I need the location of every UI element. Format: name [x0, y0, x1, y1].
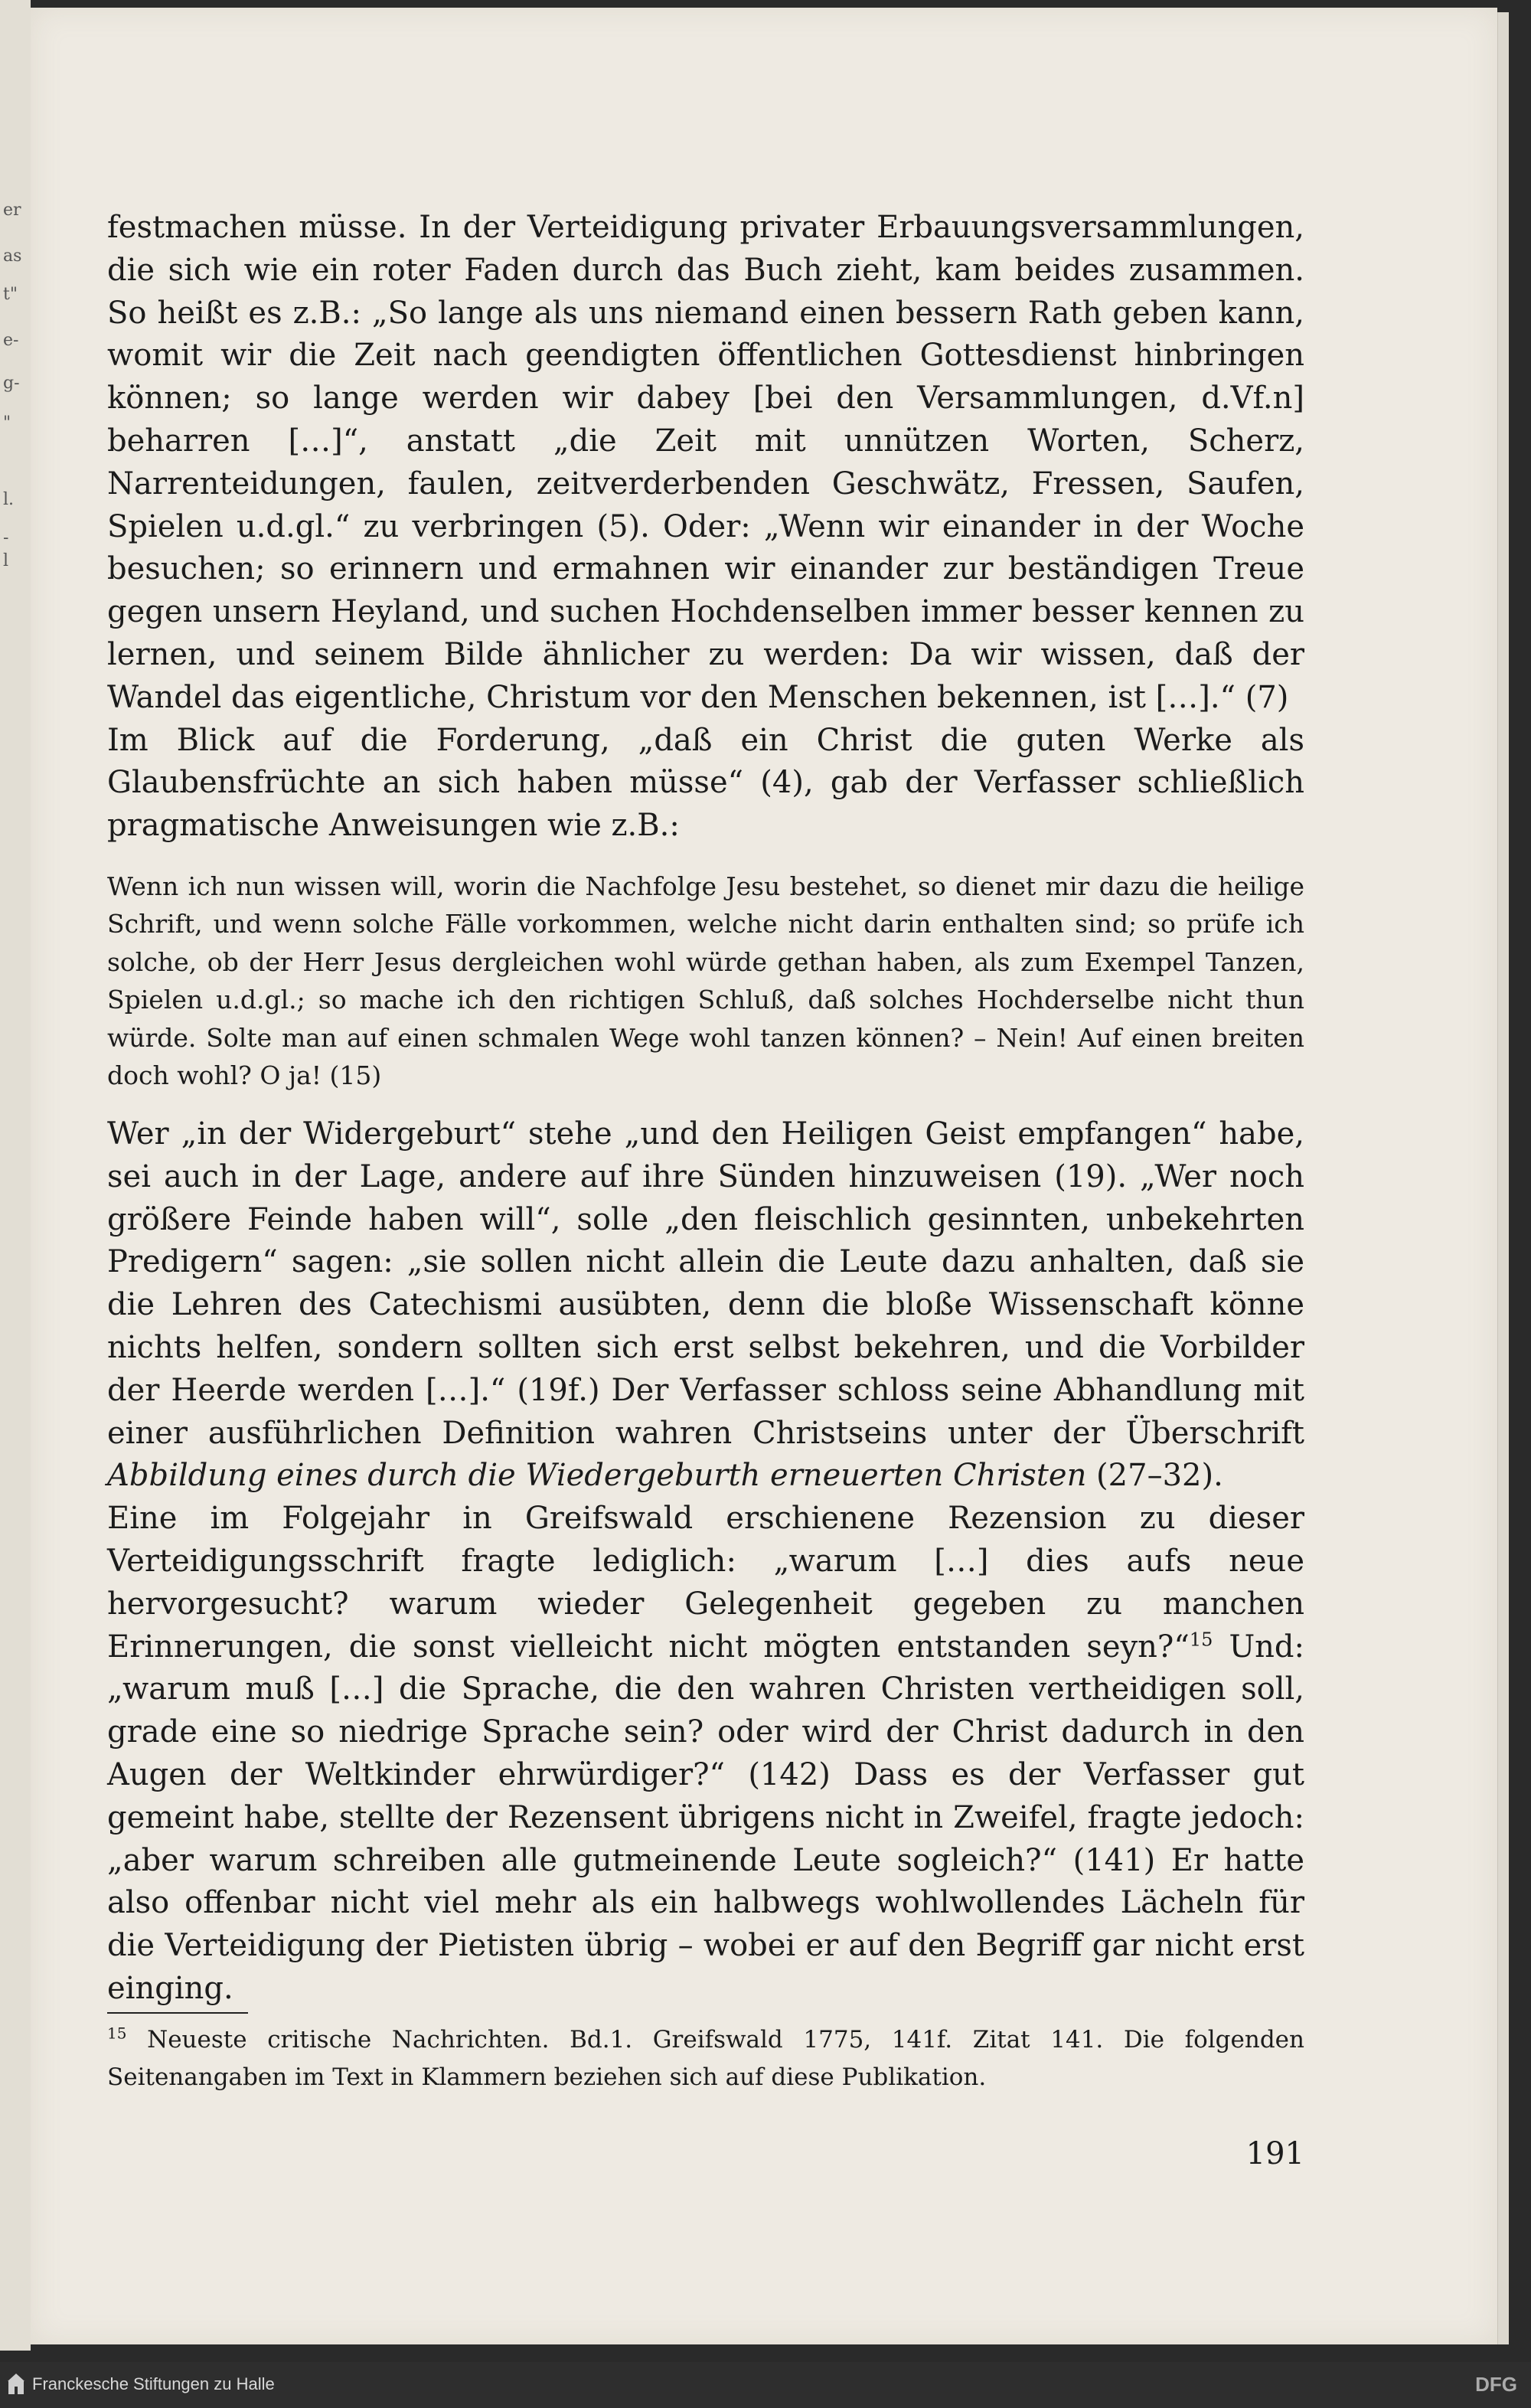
page-edge [1497, 12, 1509, 2344]
franckesche-stiftungen-logo-icon [6, 2373, 26, 2396]
footnote-divider [107, 2012, 248, 2014]
margin-fragment: - [3, 528, 9, 547]
paragraph-4 [107, 1498, 1304, 2011]
paragraph-3-end: (27–32). [1086, 1458, 1223, 1494]
body-text [107, 207, 1304, 2011]
archive-name: Franckesche Stiftungen zu Halle [32, 2374, 275, 2393]
archive-footer-bar [0, 2362, 1531, 2408]
margin-fragment: l. [3, 490, 15, 509]
block-quote [107, 867, 1304, 1095]
margin-fragment: g- [3, 374, 20, 393]
margin-fragment: " [3, 413, 11, 433]
previous-page-edge [0, 0, 31, 2351]
margin-fragment: t" [3, 285, 18, 304]
dfg-logo-icon: DFG [1475, 2373, 1517, 2396]
margin-fragment: er [3, 201, 21, 220]
paragraph-1: festmachen müsse. In der Verteidigung privater Erbauungsversammlungen, die sich wie ein roter Faden durch das Buch zieht, kam beides zusammen. So heißt es z.B.: „So lange als uns niemand einen bessern Rath geben kann, womit wir die Zeit nach geendigten öffentlichen Gottesdienst hinbringen können; so lange werden wir dabey [bei den Versammlungen, d.Vf.n] beharren […]“, anstatt „die Zeit mit unnützen Worten, Scherz, Narrenteidungen, faulen, zeitverderbenden Geschwätz, Fressen, Saufen, Spielen u.d.gl.“ zu verbringen (5). Oder: „Wenn wir einander in der Woche besuchen; so erinnern und ermahnen wir einander zur beständigen Treue gegen unsern Heyland, und suchen Hochdenselben immer besser kennen zu lernen, und seinem Bilde ähnlicher zu werden: Da wir wissen, daß der Wandel das eigentliche, Christum vor den Menschen bekennen, ist […].“ (7) [107, 210, 1304, 715]
footnote [107, 2021, 1304, 2096]
block-quote-text: Wenn ich nun wissen will, worin die Nachfolge Jesu bestehet, so dienet mir dazu die heilige Schrift, und wenn solche Fälle vorkommen, welche nicht darin enthalten sind; so prüfe ich solche, ob der Herr Jesus dergleichen wohl würde gethan haben, als zum Exempel Tanzen, Spielen u.d.gl.; so mache ich den richtigen Schluß, daß solches Hochderselbe nicht thun würde. Solte man auf einen schmalen Wege wohl tanzen können? – Nein! Auf einen breiten doch wohl? O ja! (15) [107, 871, 1304, 1091]
paragraph-2: Im Blick auf die Forderung, „daß ein Christ die guten Werke als Glaubensfrüchte an sich haben müsse“ (4), gab der Verfasser schließlich pragmatische Anweisungen wie z.B.: [107, 722, 1304, 844]
paragraph-3-start: Wer „in der Widergeburt“ stehe „und den Heiligen Geist empfangen“ habe, sei auch in der Lage, andere auf ihre Sünden hinzuweisen (19). „Wer noch größere Feinde haben will“, solle „den fleischlich gesinnten, unbekehrten Predigern“ sagen: „sie sollen nicht allein die Leute dazu anhalten, daß sie die Lehren des Catechismi ausübten, denn die bloße Wissenschaft könne nichts helfen, sondern sollten sich erst selbst bekehren, und die Vorbilder der Heerde werden […].“ (19f.) Der Verfasser schloss seine Abhandlung mit einer ausführlichen Definition wahren Christseins unter der Überschrift [107, 1116, 1304, 1451]
margin-fragment: e- [3, 331, 19, 350]
footnote-reference[interactable]: 15 [1189, 1629, 1213, 1651]
footnote-number: 15 [107, 2024, 127, 2043]
paragraph-3 [107, 1113, 1304, 1498]
margin-fragment: as [3, 247, 22, 266]
page-number: 191 [1245, 2136, 1304, 2171]
footnote-text: Neueste critische Nachrichten. Bd.1. Greifswald 1775, 141f. Zitat 141. Die folgenden Seitenangaben im Text in Klammern beziehen sich auf diese Publikation. [107, 2026, 1304, 2091]
paragraph-4-part-a: Eine im Folgejahr in Greifswald erschienene Rezension zu dieser Verteidigungsschrift fragte lediglich: „warum […] dies aufs neue hervorgesucht? warum wieder Gelegenheit gegeben zu manchen Erinnerungen, die sonst vielleicht nicht mögten entstanden seyn?“ [107, 1501, 1304, 1665]
margin-fragment: l [3, 551, 9, 570]
paragraph-4-part-b: Und: „warum muß […] die Sprache, die den wahren Christen vertheidigen soll, grade eine so niedrige Sprache sein? oder wird der Christ dadurch in den Augen der Weltkinder ehrwürdiger?“ (142) Dass es der Verfasser gut gemeint habe, stellte der Rezensent übrigens nicht in Zweifel, fragte jedoch: „aber warum schreiben alle gutmeinende Leute sogleich?“ (141) Er hatte also offenbar nicht viel mehr als ein halbwegs wohlwollendes Lächeln für die Verteidigung der Pietisten übrig – wobei er auf den Begriff gar nicht erst einging. [107, 1629, 1304, 2006]
italic-title: Abbildung eines durch die Wiedergeburth erneuerten Christen [107, 1458, 1087, 1494]
